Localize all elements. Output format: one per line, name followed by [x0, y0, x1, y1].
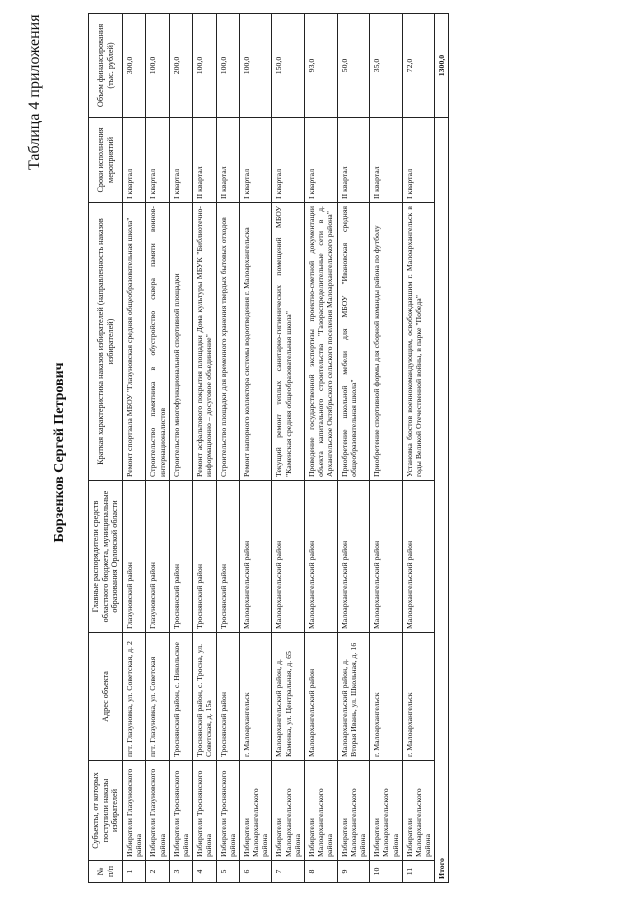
cell-num: 8: [305, 861, 338, 883]
table-row: [146, 14, 169, 883]
table-row: [169, 14, 192, 883]
cell-period: I квартал: [146, 118, 169, 203]
cell-period: II квартал: [370, 118, 403, 203]
cell-address: Троснянский район, с. Никольское: [169, 633, 192, 761]
header-recipient: Главные распорядители средств областного бюджета, муниципальные образования Орловской области: [89, 481, 123, 633]
cell-recipient: Малоархангельский район: [402, 481, 435, 633]
cell-subject: Избиратели Глазуновского района: [123, 761, 146, 861]
cell-num: 7: [272, 861, 305, 883]
header-address: Адрес объекта: [89, 633, 123, 761]
cell-description: Ремонт напорного коллектора системы водоотведения г. Малоархангельска: [239, 203, 272, 481]
cell-recipient: Глазуновский район: [123, 481, 146, 633]
cell-recipient: Малоархангельский район: [272, 481, 305, 633]
cell-volume: 150,0: [272, 14, 305, 118]
cell-recipient: Малоархангельский район: [239, 481, 272, 633]
table-row: [402, 14, 435, 883]
table-row: [123, 14, 146, 883]
cell-subject: Избиратели Малоархангельского района: [337, 761, 370, 861]
table-row: [305, 14, 338, 883]
cell-address: г. Малоархангельск: [239, 633, 272, 761]
cell-recipient: Троснянский район: [193, 481, 216, 633]
cell-address: Малоархангельский район, д. Вторая Ивань, ул. Школьная, д. 16: [337, 633, 370, 761]
header-subject: Субъекты, от которых поступили наказы избирателей: [89, 761, 123, 861]
cell-recipient: Троснянский район: [216, 481, 239, 633]
cell-address: Троснянский район: [216, 633, 239, 761]
cell-description: Приобретение школьной мебели для МБОУ "Ивановская средняя общеобразовательная школа": [337, 203, 370, 481]
table-row: [337, 14, 370, 883]
cell-period: II квартал: [337, 118, 370, 203]
cell-period: I квартал: [305, 118, 338, 203]
cell-volume: 100,0: [239, 14, 272, 118]
cell-num: 9: [337, 861, 370, 883]
cell-subject: Избиратели Троснянского района: [169, 761, 192, 861]
cell-volume: 93,0: [305, 14, 338, 118]
cell-recipient: Малоархангельский район: [337, 481, 370, 633]
cell-period: I квартал: [402, 118, 435, 203]
cell-recipient: Малоархангельский район: [370, 481, 403, 633]
cell-description: Текущий ремонт теплых санитарно-гигиенических помещений МБОУ "Каменская средняя общеобразовательная школа": [272, 203, 305, 481]
cell-subject: Избиратели Троснянского района: [216, 761, 239, 861]
cell-volume: 100,0: [216, 14, 239, 118]
cell-period: I квартал: [272, 118, 305, 203]
table-row: [370, 14, 403, 883]
cell-period: I квартал: [123, 118, 146, 203]
cell-volume: 300,0: [123, 14, 146, 118]
cell-recipient: Глазуновский район: [146, 481, 169, 633]
cell-subject: Избиратели Малоархангельского района: [305, 761, 338, 861]
cell-address: пгт. Глазуновка, ул. Советская, д. 2: [123, 633, 146, 761]
cell-description: Строительство памятника в обустройство сквера памяти воинов-интернационалистов: [146, 203, 169, 481]
table-row: [272, 14, 305, 883]
cell-description: Приобретение спортивной формы для сборной команды района по футболу: [370, 203, 403, 481]
cell-period: II квартал: [193, 118, 216, 203]
cell-num: 2: [146, 861, 169, 883]
cell-num: 10: [370, 861, 403, 883]
cell-subject: Избиратели Малоархангельского района: [370, 761, 403, 861]
total-row: [435, 14, 449, 883]
cell-description: Проведение государственной экспертизы проектно-сметной документации объекта капитального строительства "Газораспределительные сети в д. Архангельское Октябрьского сельского поселения Малоархангельского района": [305, 203, 338, 481]
cell-address: Троснянский район, с. Тросна, ул. Советская, д. 15а: [193, 633, 216, 761]
total-volume: 1300,0: [435, 14, 449, 118]
cell-description: Строительство площадки для временного хранения твердых бытовых отходов: [216, 203, 239, 481]
cell-description: Строительство многофункциональной спортивной площадки: [169, 203, 192, 481]
table-row: [239, 14, 272, 883]
header-num: № п/п: [89, 861, 123, 883]
cell-volume: 200,0: [169, 14, 192, 118]
cell-address: пгт. Глазуновка, ул. Советская: [146, 633, 169, 761]
cell-subject: Избиратели Глазуновского района: [146, 761, 169, 861]
cell-recipient: Троснянский район: [169, 481, 192, 633]
cell-volume: 100,0: [193, 14, 216, 118]
cell-num: 1: [123, 861, 146, 883]
cell-num: 11: [402, 861, 435, 883]
header-description: Краткая характеристика наказов избирателей (направленность наказов избирателей): [89, 203, 123, 481]
cell-address: Малоархангельский район, д. Каменка, ул. Центральная, д. 65: [272, 633, 305, 761]
table-row: [193, 14, 216, 883]
cell-num: 5: [216, 861, 239, 883]
cell-subject: Избиратели Малоархангельского района: [272, 761, 305, 861]
table-header-row: [89, 14, 123, 883]
table-row: [216, 14, 239, 883]
cell-description: Установка бюстов военнокомандующим, освобождавшим г. Малоархангельск в годы Великой Отечественной войны, в парке "Победа": [402, 203, 435, 481]
deputy-name: Борзенков Сергей Петрович: [52, 362, 67, 543]
cell-period: II квартал: [216, 118, 239, 203]
total-label: Итого: [435, 118, 449, 883]
cell-subject: Избиратели Малоархангельского района: [402, 761, 435, 861]
cell-volume: 72,0: [402, 14, 435, 118]
cell-num: 6: [239, 861, 272, 883]
cell-volume: 50,0: [337, 14, 370, 118]
cell-volume: 100,0: [146, 14, 169, 118]
header-period: Сроки исполнения мероприятий: [89, 118, 123, 203]
annex-title: Таблица 4 приложения: [26, 14, 43, 170]
cell-period: I квартал: [169, 118, 192, 203]
cell-subject: Избиратели Троснянского района: [193, 761, 216, 861]
cell-subject: Избиратели Малоархангельского района: [239, 761, 272, 861]
mandates-table: [88, 13, 449, 883]
cell-recipient: Малоархангельский район: [305, 481, 338, 633]
cell-num: 3: [169, 861, 192, 883]
cell-description: Ремонт спортзала МБОУ "Глазуновская средняя общеобразовательная школа": [123, 203, 146, 481]
cell-address: Малоархангельский район: [305, 633, 338, 761]
cell-description: Ремонт асфальтового покрытия площадки Дома культуры МБУК "Библиотечно-информационно – досуговое объединение": [193, 203, 216, 481]
header-volume: Объем финансирования (тыс. рублей): [89, 14, 123, 118]
cell-period: I квартал: [239, 118, 272, 203]
cell-address: г. Малоархангельск: [370, 633, 403, 761]
cell-address: г. Малоархангельск: [402, 633, 435, 761]
cell-num: 4: [193, 861, 216, 883]
cell-volume: 35,0: [370, 14, 403, 118]
